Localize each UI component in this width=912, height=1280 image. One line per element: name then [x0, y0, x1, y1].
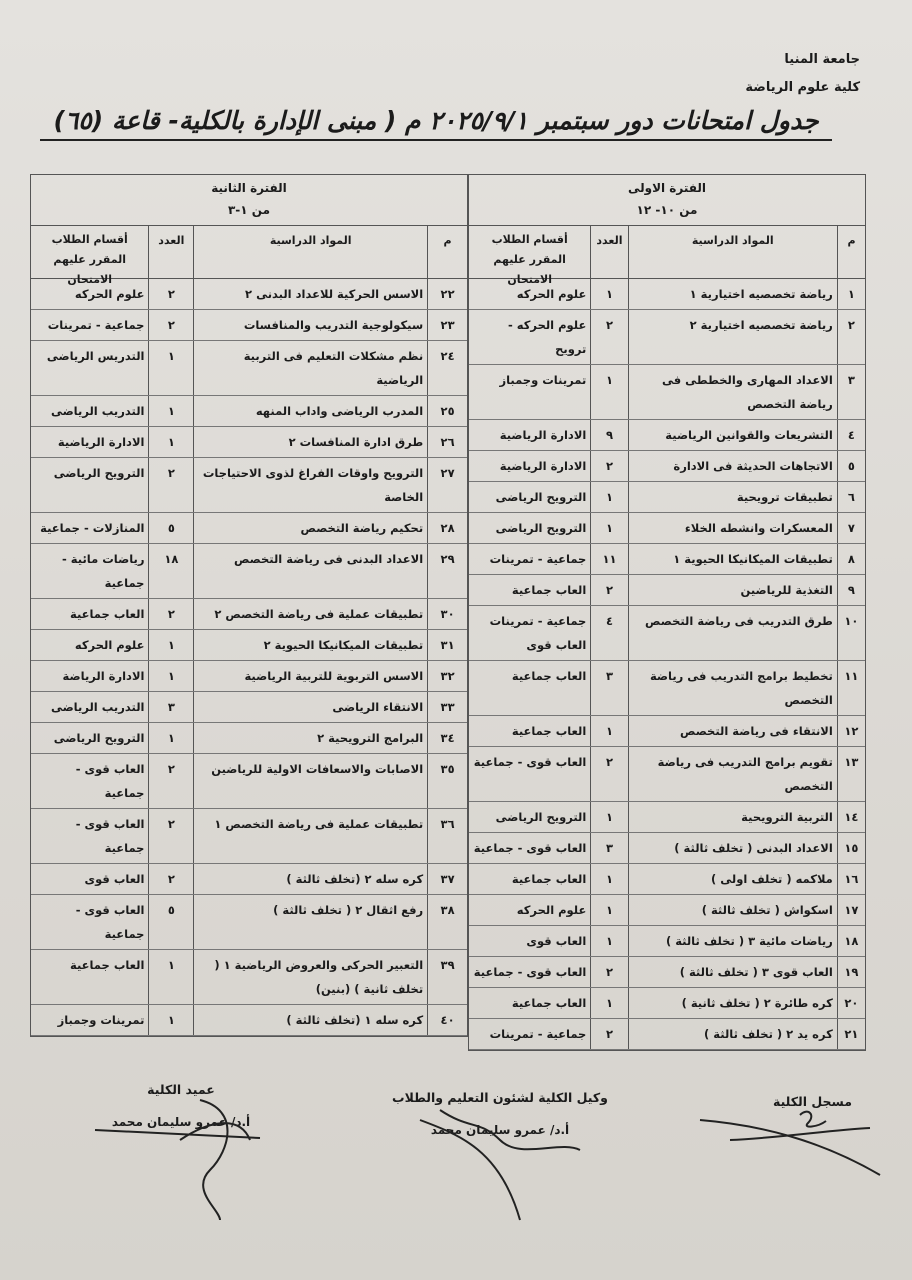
row-departments: الترويح الرياضى	[53, 731, 145, 745]
period-one-time: من ١٠- ١٢	[636, 203, 698, 217]
table-row	[31, 809, 467, 864]
row-number: ٣٠	[427, 599, 467, 629]
table-row	[31, 895, 467, 950]
row-count: ١	[590, 926, 627, 956]
row-count: ٢	[148, 279, 193, 309]
row-subject: تطبيقات الميكانيكا الحيوية ١	[628, 544, 837, 574]
row-count: ٢	[590, 957, 627, 987]
row-number: ١١	[837, 661, 865, 715]
table-row	[469, 926, 865, 957]
dean-name: أ.د/ عمرو سليمان محمد	[111, 1115, 251, 1129]
row-subject: تطبيقات الميكانيكا الحيوية ٢	[193, 630, 427, 660]
row-subject: ملاكمه ( تخلف اولى )	[628, 864, 837, 894]
table-row	[469, 544, 865, 575]
table-row	[31, 341, 467, 396]
row-subject: كره طائرة ٢ ( تخلف ثانية )	[628, 988, 837, 1018]
row-departments: الترويح الرياضى	[495, 490, 587, 504]
table-row	[469, 279, 865, 310]
row-departments: العاب قوى - جماعية	[473, 755, 587, 769]
row-number: ٢	[837, 310, 865, 364]
row-number: ١	[837, 279, 865, 309]
table-row	[31, 544, 467, 599]
row-count: ١	[590, 279, 627, 309]
row-subject: نظم مشكلات التعليم فى التربية الرياضية	[193, 341, 427, 395]
table-row	[31, 864, 467, 895]
row-number: ٧	[837, 513, 865, 543]
row-number: ١٣	[837, 747, 865, 801]
row-subject: التشريعات والقوانين الرياضية	[628, 420, 837, 450]
col-departments: أقسام الطلاب المقرر عليهم الامتحان	[51, 233, 128, 286]
row-number: ٦	[837, 482, 865, 512]
row-count: ١٨	[148, 544, 193, 598]
row-departments: علوم الحركه	[74, 638, 145, 652]
row-subject: الاصابات والاسعافات الاولية للرياضين	[193, 754, 427, 808]
table-row	[469, 957, 865, 988]
row-departments: العاب قوى - جماعية	[473, 965, 587, 979]
table-row	[469, 802, 865, 833]
row-subject: تطبيقات عملية فى رياضة التخصص ١	[193, 809, 427, 863]
row-departments: العاب جماعية	[69, 607, 145, 621]
row-number: ٣١	[427, 630, 467, 660]
row-subject: المعسكرات وانشطه الخلاء	[628, 513, 837, 543]
row-departments: جماعية - تمرينات	[47, 318, 145, 332]
period-two-column-headers	[31, 226, 467, 286]
row-number: ٣٩	[427, 950, 467, 1004]
row-number: ٩	[837, 575, 865, 605]
row-departments: العاب جماعية	[511, 996, 587, 1010]
handwritten-signatures-graphic	[0, 1080, 912, 1280]
row-number: ٢١	[837, 1019, 865, 1049]
row-departments: جماعية - تمرينات	[489, 1027, 587, 1041]
row-departments: العاب جماعية	[511, 583, 587, 597]
row-departments: جماعية - تمرينات العاب قوى	[489, 614, 587, 652]
row-subject: رياضات مائية ٣ ( تخلف ثالثة )	[628, 926, 837, 956]
table-row	[31, 458, 467, 513]
row-count: ٥	[148, 513, 193, 543]
row-count: ٢	[148, 864, 193, 894]
row-number: ١٦	[837, 864, 865, 894]
row-departments: التدريب الرياضى	[50, 404, 145, 418]
row-subject: تحكيم رياضة التخصص	[193, 513, 427, 543]
table-row	[31, 599, 467, 630]
faculty-name: كلية علوم الرياضة	[745, 80, 860, 95]
row-departments: العاب قوى - جماعية	[75, 903, 145, 941]
table-row	[31, 396, 467, 427]
row-departments: العاب قوى - جماعية	[75, 762, 145, 800]
row-count: ١	[148, 630, 193, 660]
row-number: ١٢	[837, 716, 865, 746]
table-row	[469, 864, 865, 895]
table-row	[31, 513, 467, 544]
col-num: م	[427, 226, 467, 278]
row-number: ٣٨	[427, 895, 467, 949]
row-number: ٣٢	[427, 661, 467, 691]
period-two-table	[30, 174, 468, 1037]
table-row	[31, 427, 467, 458]
col-subject: المواد الدراسية	[628, 226, 837, 278]
row-subject: الانتقاء فى رياضة التخصص	[628, 716, 837, 746]
row-number: ٤٠	[427, 1005, 467, 1035]
row-number: ١٤	[837, 802, 865, 832]
row-departments: رياضات مائية - جماعية	[62, 552, 145, 590]
row-subject: كره يد ٢ ( تخلف ثالثة )	[628, 1019, 837, 1049]
table-row	[469, 1019, 865, 1050]
row-number: ١٨	[837, 926, 865, 956]
table-row	[469, 365, 865, 420]
table-row	[31, 630, 467, 661]
row-number: ٣٤	[427, 723, 467, 753]
table-row	[469, 895, 865, 926]
row-departments: الادارة الرياضية	[57, 435, 145, 449]
row-subject: كره سله ١ (تخلف ثالثة )	[193, 1005, 427, 1035]
row-departments: الادارة الرياضية	[499, 428, 587, 442]
row-subject: طرق التدريب فى رياضة التخصص	[628, 606, 837, 660]
vice-dean-title: وكيل الكلية لشئون التعليم والطلاب	[392, 1090, 608, 1105]
row-number: ٢٧	[427, 458, 467, 512]
row-departments: العاب قوى - جماعية	[473, 841, 587, 855]
row-number: ٣	[837, 365, 865, 419]
period-one-rows	[469, 279, 865, 1050]
row-subject: تطبيقات عملية فى رياضة التخصص ٢	[193, 599, 427, 629]
row-subject: الاعداد المهارى والخططى فى رياضة التخصص	[628, 365, 837, 419]
row-number: ٢٤	[427, 341, 467, 395]
row-count: ٤	[590, 606, 627, 660]
row-number: ٥	[837, 451, 865, 481]
row-departments: تمرينات وجمباز	[499, 373, 587, 387]
row-count: ١١	[590, 544, 627, 574]
row-count: ١	[590, 482, 627, 512]
row-count: ١	[590, 864, 627, 894]
row-subject: تقويم برامج التدريب فى رياضة التخصص	[628, 747, 837, 801]
row-number: ٢٣	[427, 310, 467, 340]
table-row	[31, 692, 467, 723]
row-departments: العاب قوى	[84, 872, 145, 886]
table-row	[469, 513, 865, 544]
row-departments: الادارة الرياضية	[499, 459, 587, 473]
row-subject: طرق ادارة المنافسات ٢	[193, 427, 427, 457]
row-departments: علوم الحركه	[516, 287, 587, 301]
row-subject: الاتجاهات الحديثة فى الادارة	[628, 451, 837, 481]
row-count: ٢	[148, 809, 193, 863]
row-number: ٢٥	[427, 396, 467, 426]
row-departments: جماعية - تمرينات	[489, 552, 587, 566]
table-row	[31, 1005, 467, 1036]
row-count: ١	[148, 723, 193, 753]
row-departments: تمرينات وجمباز	[57, 1013, 145, 1027]
page-title: جدول امتحانات دور سبتمبر ٢٠٢٥/٩/١ م ( مبنى الإدارة بالكلية- قاعة (٦٥)	[40, 106, 832, 141]
table-row	[469, 575, 865, 606]
row-subject: الانتقاء الرياضى	[193, 692, 427, 722]
period-one-header	[469, 175, 865, 226]
table-row	[469, 420, 865, 451]
row-count: ١	[148, 661, 193, 691]
row-count: ٣	[590, 833, 627, 863]
university-name: جامعة المنيا	[784, 52, 860, 67]
row-departments: التدريب الرياضى	[50, 700, 145, 714]
row-count: ٢	[590, 1019, 627, 1049]
table-row	[31, 661, 467, 692]
row-subject: الاسس الحركية للاعداد البدنى ٢	[193, 279, 427, 309]
row-number: ٣٥	[427, 754, 467, 808]
table-row	[31, 723, 467, 754]
table-row	[469, 747, 865, 802]
row-subject: البرامج الترويحية ٢	[193, 723, 427, 753]
row-count: ٥	[148, 895, 193, 949]
row-subject: التغذية للرياضين	[628, 575, 837, 605]
row-count: ٢	[148, 754, 193, 808]
col-departments: أقسام الطلاب المقرر عليهم الامتحان	[491, 233, 568, 286]
row-subject: الاعداد البدنى ( تخلف ثالثة )	[628, 833, 837, 863]
row-count: ١	[590, 716, 627, 746]
row-count: ٣	[590, 661, 627, 715]
row-count: ١	[148, 950, 193, 1004]
table-row	[469, 482, 865, 513]
period-two-name: الفترة الثانية	[211, 181, 287, 195]
period-one-table	[468, 174, 866, 1051]
row-number: ٢٢	[427, 279, 467, 309]
row-subject: التربية الترويحية	[628, 802, 837, 832]
row-count: ١	[590, 802, 627, 832]
period-one-column-headers	[469, 226, 865, 286]
row-subject: تطبيقات ترويحية	[628, 482, 837, 512]
col-count: العدد	[148, 226, 193, 278]
row-count: ٢	[590, 310, 627, 364]
row-count: ١	[148, 341, 193, 395]
table-row	[469, 310, 865, 365]
table-row	[31, 754, 467, 809]
row-number: ٢٦	[427, 427, 467, 457]
row-number: ١٠	[837, 606, 865, 660]
row-count: ١	[148, 396, 193, 426]
period-two-rows	[31, 279, 467, 1036]
row-departments: الترويح الرياضى	[495, 521, 587, 535]
row-departments: الادارة الرياضة	[62, 669, 145, 683]
row-subject: رياضة تخصصيه اختيارية ١	[628, 279, 837, 309]
row-departments: المنازلات - جماعية	[40, 521, 145, 535]
row-count: ٢	[148, 599, 193, 629]
row-number: ٢٨	[427, 513, 467, 543]
row-subject: الاسس التربوية للتربية الرياضية	[193, 661, 427, 691]
row-number: ١٩	[837, 957, 865, 987]
table-row	[31, 279, 467, 310]
row-departments: علوم الحركه	[74, 287, 145, 301]
row-departments: التدريس الرياضى	[46, 349, 145, 363]
row-count: ٢	[590, 451, 627, 481]
row-departments: العاب جماعية	[69, 958, 145, 972]
row-count: ٢	[148, 458, 193, 512]
row-count: ٢	[590, 575, 627, 605]
row-count: ١	[590, 988, 627, 1018]
row-departments: الترويح الرياضى	[53, 466, 145, 480]
period-two-header	[31, 175, 467, 226]
row-departments: الترويح الرياضى	[495, 810, 587, 824]
table-row	[469, 451, 865, 482]
period-two-time: من ١-٣	[227, 203, 271, 217]
row-subject: تخطيط برامج التدريب فى رياضة التخصص	[628, 661, 837, 715]
table-row	[31, 950, 467, 1005]
row-subject: الترويح واوقات الفراغ لذوى الاحتياجات الخاصة	[193, 458, 427, 512]
row-departments: علوم الحركه	[516, 903, 587, 917]
row-subject: التعبير الحركى والعروض الرياضية ١ ( تخلف ثانية ) (بنين)	[193, 950, 427, 1004]
table-row	[469, 606, 865, 661]
row-subject: رفع اثقال ٢ ( تخلف ثالثة )	[193, 895, 427, 949]
row-number: ١٧	[837, 895, 865, 925]
row-departments: علوم الحركه - ترويح	[507, 318, 587, 356]
col-num: م	[837, 226, 865, 278]
row-count: ٣	[148, 692, 193, 722]
row-number: ٣٣	[427, 692, 467, 722]
row-subject: العاب قوى ٣ ( تخلف ثالثة )	[628, 957, 837, 987]
row-count: ١	[590, 513, 627, 543]
row-count: ٢	[590, 747, 627, 801]
row-count: ١	[148, 427, 193, 457]
row-count: ١	[148, 1005, 193, 1035]
table-row	[31, 310, 467, 341]
row-departments: العاب جماعية	[511, 872, 587, 886]
row-departments: العاب جماعية	[511, 724, 587, 738]
row-count: ١	[590, 895, 627, 925]
row-departments: العاب قوى - جماعية	[75, 817, 145, 855]
row-number: ٨	[837, 544, 865, 574]
col-subject: المواد الدراسية	[193, 226, 427, 278]
row-count: ٢	[148, 310, 193, 340]
row-subject: المدرب الرياضى واداب المنهه	[193, 396, 427, 426]
table-row	[469, 661, 865, 716]
dean-title: عميد الكلية	[147, 1082, 215, 1097]
row-subject: الاعداد البدنى فى رياضة التخصص	[193, 544, 427, 598]
vice-dean-name: أ.د/ عمرو سليمان محمد	[430, 1123, 570, 1137]
row-number: ٣٧	[427, 864, 467, 894]
row-number: ٣٦	[427, 809, 467, 863]
table-row	[469, 716, 865, 747]
row-number: ٤	[837, 420, 865, 450]
row-subject: سيكولوجية التدريب والمنافسات	[193, 310, 427, 340]
row-number: ٢٩	[427, 544, 467, 598]
period-one-name: الفترة الاولى	[627, 181, 707, 195]
row-subject: اسكواش ( تخلف ثالثة )	[628, 895, 837, 925]
row-count: ٩	[590, 420, 627, 450]
row-count: ١	[590, 365, 627, 419]
table-row	[469, 833, 865, 864]
table-row	[469, 988, 865, 1019]
registrar-title: مسجل الكلية	[772, 1094, 852, 1109]
row-number: ٢٠	[837, 988, 865, 1018]
row-departments: العاب قوى	[526, 934, 587, 948]
row-subject: رياضة تخصصيه اختيارية ٢	[628, 310, 837, 364]
row-subject: كره سله ٢ (تخلف ثالثة )	[193, 864, 427, 894]
col-count: العدد	[590, 226, 627, 278]
row-number: ١٥	[837, 833, 865, 863]
row-departments: العاب جماعية	[511, 669, 587, 683]
